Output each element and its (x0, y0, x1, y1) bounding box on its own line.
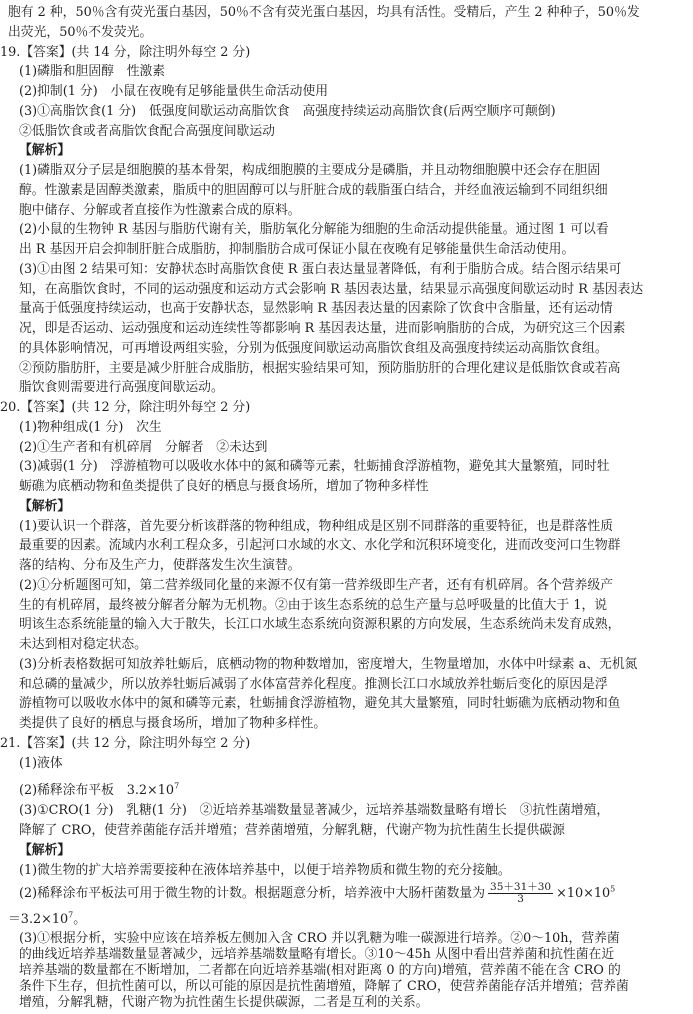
q21-answer-3-line2: 降解了 CRO，使营养菌能存活并增殖；营养菌增殖，分解乳糖，代谢产物为抗性菌生长提供碳源 (19, 823, 565, 838)
text-line: 【解析】 (19, 499, 71, 514)
text-line: (1)磷脂和胆固醇 性激素 (19, 64, 166, 79)
text-line: (3)①由图 2 结果可知：安静状态时高脂饮食使 R 蛋白表达量显著降低，有利于脂肪合成。结合图示结果可 (19, 262, 622, 277)
text-line: 最重要的因素。流域内水利工程众多，引起河口水域的水文、水化学和沉积环境变化，进而改变河口生物群 (19, 538, 621, 553)
text-line: (1)物种组成(1 分) 次生 (19, 420, 162, 435)
text-line: 游植物可以吸收水体中的氮和磷等元素，牡蛎捕食浮游植物，避免其大量繁殖，同时牡蛎礁为底栖动物和鱼 (19, 696, 621, 711)
q21-analysis-1: (1)微生物的扩大培养需要接种在液体培养基中，以便于培养物质和微生物的充分接触。 (19, 863, 511, 878)
text-line: 的具体影响情况，可再增设两组实验，分别为低强度间歇运动高脂饮食组及高强度持续运动高脂饮食组。 (19, 341, 608, 356)
text-line: (3)①高脂饮食(1 分) 低强度间歇运动高脂饮食 高强度持续运动高脂饮食(后两空顺序可颠倒) (19, 104, 556, 119)
text-line: 出荧光，50％不发荧光。 (8, 25, 153, 40)
q21-analysis-3-line3: 培养基端的数量都在不断增加，二者都在向近培养基端(相对距离 0 的方向)增殖，营养菌不能在含 CRO 的 (19, 963, 621, 978)
text-line: (2)①分析题图可知，第二营养级同化量的来源不仅有第一营养级即生产者，还有有机碎屑。各个营养级产 (19, 578, 613, 593)
text-line: 脂饮食则需要进行高强度间歇运动。 (19, 380, 224, 395)
q21-analysis-2: (2)稀释涂布平板法可用于微生物的计数。根据题意分析，培养液中大肠杆菌数量为 $\frac{35+31+30}{3}$ $\times 10\times 10^5$ (19, 881, 616, 905)
text-line: (3)减弱(1 分) 浮游植物可以吸收水体中的氮和磷等元素，牡蛎捕食浮游植物，避免其大量繁殖，同时牡 (19, 459, 610, 474)
text-line: 类提供了良好的栖息与摄食场所，增加了物种多样性。 (19, 716, 327, 731)
text-line: 【解析】 (19, 143, 71, 158)
text-line: (2)小鼠的生物钟 R 基因与脂肪代谢有关，脂肪氧化分解能为细胞的生命活动提供能量。通过图 1 可以看 (19, 222, 609, 237)
text-line: (2)抑制(1 分) 小鼠在夜晚有足够能量供生命活动使用 (19, 84, 329, 99)
q21-analysis-3-line2: 的曲线近培养基端数量显著减少，远培养基端数量略有增长。③10～45h 从图中看出营养菌和抗性菌在近 (19, 947, 615, 962)
text-line: 明该生态系统能量的输入大于散失，长江口水域生态系统向资源积累的方向发展，生态系统尚未发育成熟， (19, 617, 621, 632)
text-line: 蛎礁为底栖动物和鱼类提供了良好的栖息与摄食场所，增加了物种多样性 (19, 479, 429, 494)
text-line: ②低脂饮食或者高脂饮食配合高强度间歇运动 (19, 124, 275, 139)
text-line: 和总磷的量减少，所以放养牡蛎后减弱了水体富营养化程度。推测长江口水域放养牡蛎后变化的原因是浮 (19, 677, 608, 692)
text-line: (1)磷脂双分子层是细胞膜的基本骨架，构成细胞膜的主要成分是磷脂，并且动物细胞膜中还会存在胆固 (19, 163, 601, 178)
q21-analysis-3-line5: 增殖，分解乳糖，代谢产物为抗性菌生长提供碳源，二者是互利的关系。 (19, 995, 429, 1010)
text-line: 况，即是否运动、运动强度和运动连续性等都影响 R 基因表达量，进而影响脂肪的合成，为研究这三个因素 (19, 321, 626, 336)
text-line: 19.【答案】(共 14 分，除注明外每空 2 分) (0, 45, 251, 60)
text-line: 落的结构、分布及生产力，使群落发生次生演替。 (19, 558, 301, 573)
text-line: 胞有 2 种，50％含有荧光蛋白基因，50％不含有荧光蛋白基因，均具有活性。受精后，产生 2 种种子，50％发 (8, 5, 640, 20)
text-line: (2)①生产者和有机碎屑 分解者 ②未达到 (19, 440, 268, 455)
q21-analysis-heading: 【解析】 (19, 843, 71, 858)
text-line: 量高于低强度持续运动，也高于安静状态，显然影响 R 基因表达量的因素除了饮食中含脂量，还有运动情 (19, 301, 613, 316)
text-line: 醇。性激素是固醇类激素，脂质中的胆固醇可以与肝脏合成的载脂蛋白结合，并经血液运输到不同组织细 (19, 183, 608, 198)
text-line: (3)分析表格数据可知放养牡蛎后，底栖动物的物种数增加，密度增大，生物量增加，水体中叶绿素 a、无机氮 (19, 657, 638, 672)
text-line: 出 R 基因开启会抑制肝脏合成脂肪，抑制脂肪合成可保证小鼠在夜晚有足够能量供生命活动使用。 (19, 242, 575, 257)
q21-answer-3-line1: (3)①CRO(1 分) 乳糖(1 分) ②近培养基端数量显著减少，远培养基端数量略有增长 ③抗性菌增殖， (19, 803, 610, 818)
text-line: (1)液体 (19, 756, 63, 771)
count-fraction: $\frac{35+31+30}{3}$ (490, 881, 552, 905)
q21-analysis-2-result: $=3.2\times 10^7$。 (8, 910, 87, 927)
text-line: ②预防脂肪肝，主要是减少肝脏合成脂肪，根据实验结果可知，预防脂肪肝的合理化建议是低脂饮食或若高 (19, 361, 621, 376)
text-line: 胞中储存、分解或者直接作为性激素合成的原料。 (19, 203, 301, 218)
q21-analysis-3-line1: (3)①根据分析，实验中应该在培养板左侧加入含 CRO 并以乳糖为唯一碳源进行培养。②0～10h，营养菌 (19, 931, 620, 946)
text-line: (1)要认识一个群落，首先要分析该群落的物种组成，物种组成是区别不同群落的重要特征，也是群落性质 (19, 519, 613, 534)
text-line: 未达到相对稳定状态。 (19, 637, 147, 652)
text-line: 知，在高脂饮食时，不同的运动强度和运动方式会影响 R 基因表达量，结果显示高强度间歇运动时 R 基因表达 (19, 282, 644, 297)
text-line: 生的有机碎屑，最终被分解者分解为无机物。②由于该生态系统的总生产量与总呼吸量的比值大于 1，说 (19, 598, 608, 613)
text-line: 20.【答案】(共 12 分，除注明外每空 2 分) (0, 400, 251, 415)
text-line: 21.【答案】(共 12 分，除注明外每空 2 分) (0, 736, 251, 751)
q21-analysis-3-line4: 条件下生存，但抗性菌可以，所以可能的原因是抗性菌增殖，降解了 CRO，使营养菌能存活并增殖；营养菌 (19, 979, 629, 994)
q21-answer-2: (2)稀释涂布平板 $3.2\times 10^7$ (19, 781, 180, 798)
